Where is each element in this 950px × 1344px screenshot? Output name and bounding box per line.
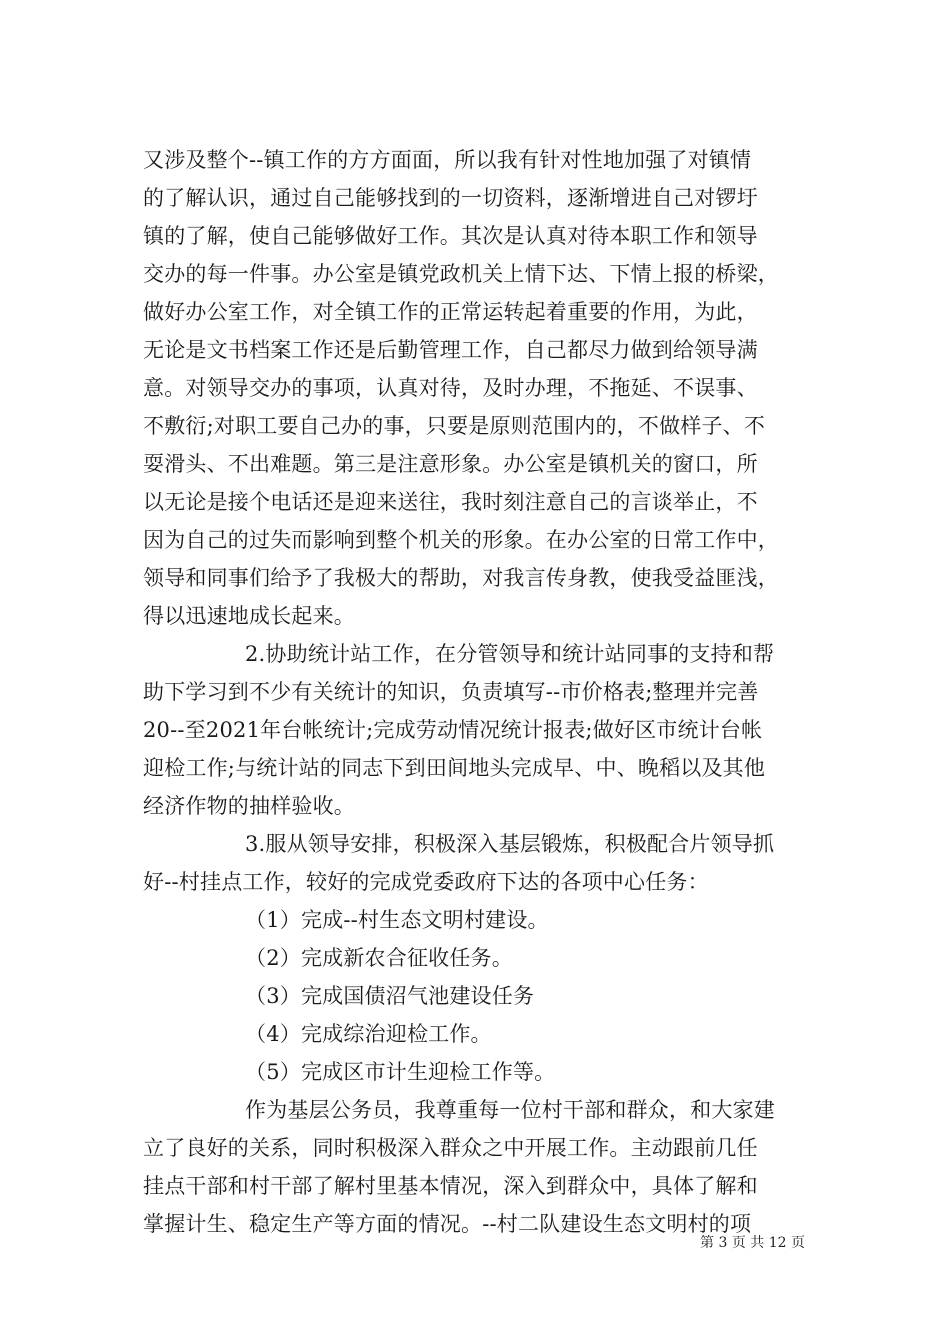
- list-item: （1）完成--村生态文明村建设。: [245, 908, 549, 932]
- list-item: （4）完成综治迎检工作。: [245, 1022, 492, 1046]
- list-item: （5）完成区市计生迎检工作等。: [245, 1060, 556, 1084]
- text-line: 好--村挂点工作，较好的完成党委政府下达的各项中心任务：: [143, 870, 709, 894]
- text-line: 不敷衍;对职工要自己办的事，只要是原则范围内的，不做样子、不: [143, 414, 766, 438]
- text-line: 的了解认识，通过自己能够找到的一切资料，逐渐增进自己对锣圩: [143, 186, 758, 210]
- text-line: 掌握计生、稳定生产等方面的情况。--村二队建设生态文明村的项: [143, 1212, 752, 1236]
- text-line: 镇的了解，使自己能够做好工作。其次是认真对待本职工作和领导: [143, 224, 758, 248]
- page-number-footer: 第 3 页 共 12 页: [700, 1235, 805, 1251]
- paragraph-first-line: 2.协助统计站工作，在分管领导和统计站同事的支持和帮: [245, 642, 775, 666]
- text-line: 耍滑头、不出难题。第三是注意形象。办公室是镇机关的窗口，所: [143, 452, 758, 476]
- paragraph-first-line: 作为基层公务员，我尊重每一位村干部和群众，和大家建: [245, 1098, 775, 1122]
- text-line: 立了良好的关系，同时积极深入群众之中开展工作。主动跟前几任: [143, 1136, 758, 1160]
- text-line: 因为自己的过失而影响到整个机关的形象。在办公室的日常工作中，: [143, 528, 779, 552]
- text-line: 得以迅速地成长起来。: [143, 604, 355, 628]
- text-line: 无论是文书档案工作还是后勤管理工作，自己都尽力做到给领导满: [143, 338, 758, 362]
- text-line: 交办的每一件事。办公室是镇党政机关上情下达、下情上报的桥梁，: [143, 262, 779, 286]
- list-item: （3）完成国债沼气池建设任务: [245, 984, 535, 1008]
- text-line: 经济作物的抽样验收。: [143, 794, 355, 818]
- text-line: 挂点干部和村干部了解村里基本情况，深入到群众中，具体了解和: [143, 1174, 758, 1198]
- text-line: 做好办公室工作，对全镇工作的正常运转起着重要的作用，为此，: [143, 300, 758, 324]
- list-item: （2）完成新农合征收任务。: [245, 946, 513, 970]
- text-line: 意。对领导交办的事项，认真对待，及时办理，不拖延、不误事、: [143, 376, 758, 400]
- text-line: 迎检工作;与统计站的同志下到田间地头完成早、中、晚稻以及其他: [143, 756, 766, 780]
- text-line: 领导和同事们给予了我极大的帮助，对我言传身教，使我受益匪浅，: [143, 566, 779, 590]
- text-line: 又涉及整个--镇工作的方方面面，所以我有针对性地加强了对镇情: [143, 148, 752, 172]
- paragraph-first-line: 3.服从领导安排，积极深入基层锻炼，积极配合片领导抓: [245, 832, 775, 856]
- text-line: 以无论是接个电话还是迎来送往，我时刻注意自己的言谈举止，不: [143, 490, 758, 514]
- text-line: 20--至2021年台帐统计;完成劳动情况统计报表;做好区市统计台帐: [143, 718, 763, 742]
- text-line: 助下学习到不少有关统计的知识，负责填写--市价格表;整理并完善: [143, 680, 759, 704]
